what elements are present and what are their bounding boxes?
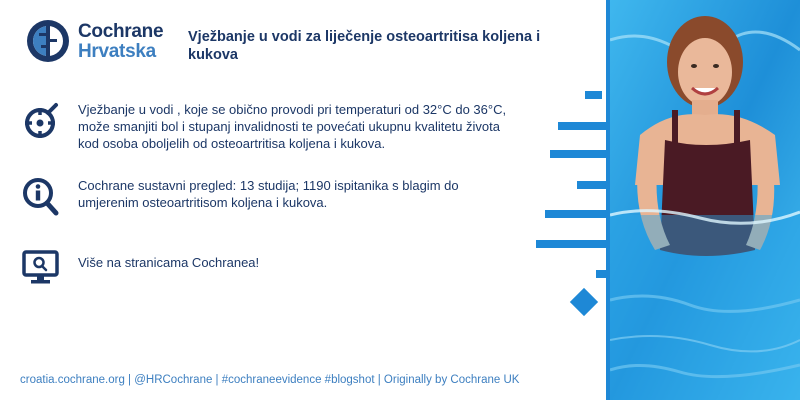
target-icon bbox=[22, 101, 60, 141]
finding-text: Vježbanje u vodi , koje se obično provodi pri temperaturi od 32°C do 36°C, može smanjiti bol i stupanj invalidnosti te povećati ukupnu kvalitetu života kod osoba oboljelih od osteoartritisa koljena i kukova. bbox=[78, 102, 507, 151]
more-info-link[interactable]: Više na stranicama Cochranea! bbox=[78, 255, 260, 270]
info-magnifier-icon bbox=[22, 177, 60, 217]
decorative-bars bbox=[530, 0, 620, 400]
review-text: Cochrane sustavni pregled: 13 studija; 1190 ispitanika s blagim do umjerenim osteoartritisom koljena i kukova. bbox=[78, 178, 459, 210]
footer-links[interactable]: croatia.cochrane.org | @HRCochrane | #cochraneevidence #blogshot | Originally by Cochrane UK bbox=[20, 374, 520, 386]
monitor-search-icon bbox=[22, 250, 60, 290]
logo-text-cochrane: Cochrane bbox=[78, 21, 164, 42]
swimming-pool-photo bbox=[610, 0, 800, 400]
page-title: Vježbanje u vodi za liječenje osteoartritisa koljena i kukova bbox=[188, 29, 541, 63]
logo-text-hrvatska: Hrvatska bbox=[78, 41, 156, 62]
cochrane-logo bbox=[25, 18, 185, 66]
cochrane-logo-icon bbox=[25, 18, 71, 64]
